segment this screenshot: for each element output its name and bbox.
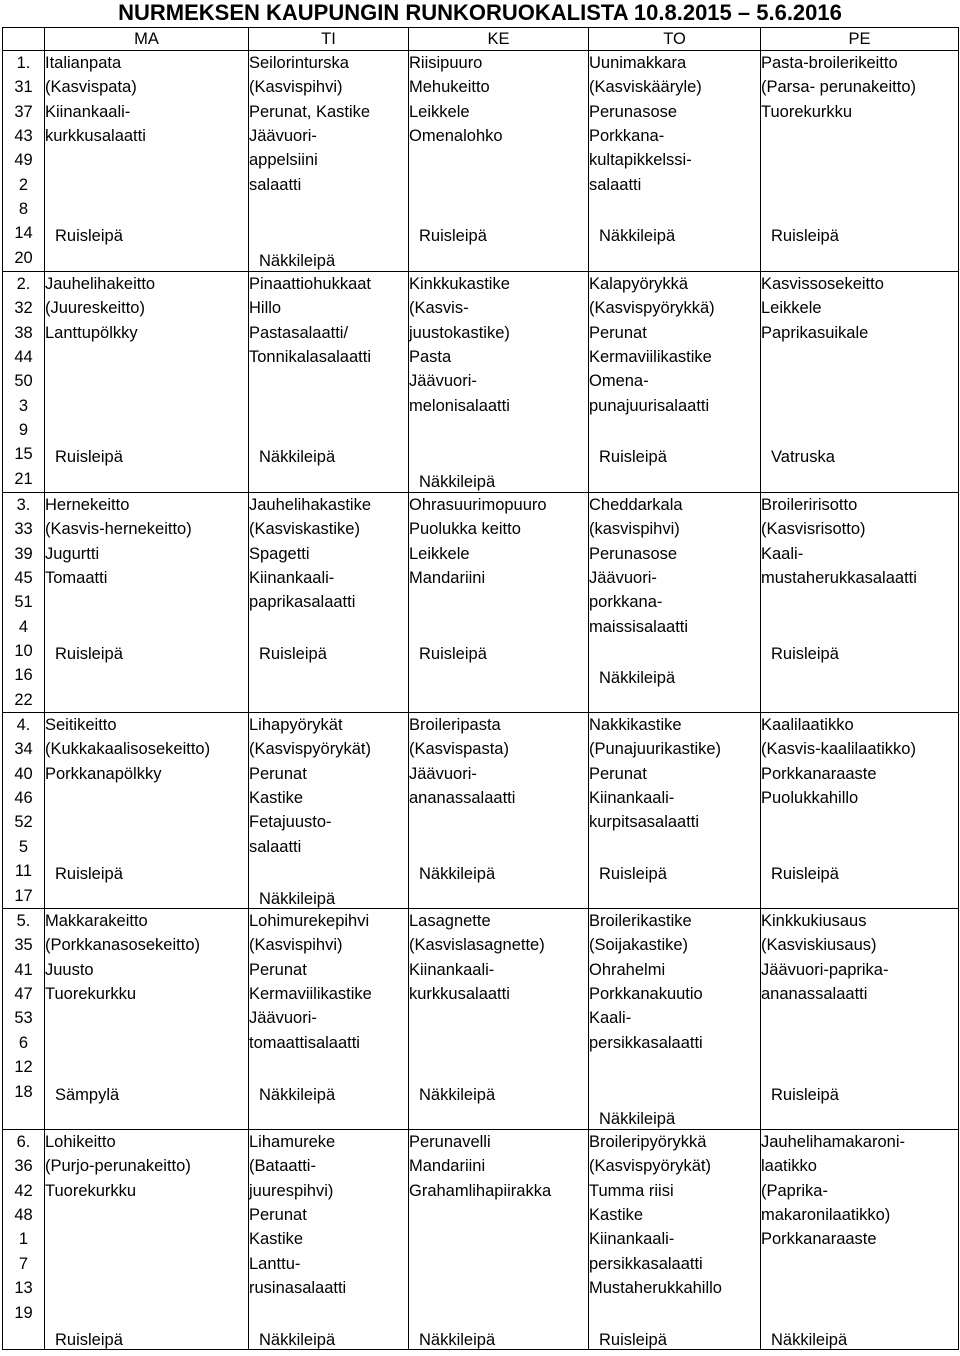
meal-item: Porkkana- (589, 127, 665, 146)
meal-item: Leikkele (409, 102, 470, 121)
week-number: 34 (14, 740, 33, 759)
week-number: 51 (14, 593, 33, 612)
meal-item: (Parsa- perunakeitto) (761, 78, 916, 97)
meal-item: (Kasviskastike) (249, 520, 360, 539)
meal-item: Seitikeitto (45, 716, 117, 735)
week-number: 1 (18, 1230, 29, 1249)
day-header-pe: PE (761, 28, 959, 51)
bread-item: Näkkileipä (771, 1330, 848, 1349)
week-row (3, 713, 959, 909)
meal-item: (Kasvispyörykät) (589, 1157, 711, 1176)
bread-item: Näkkileipä (599, 227, 676, 246)
meal-item: Puolukka keitto (409, 520, 521, 539)
meal-item: juustokastike) (409, 323, 510, 342)
meal-item: (Kasvis-hernekeitto) (45, 520, 192, 539)
meal-cell-pe (761, 713, 959, 909)
meal-item: Porkkanakuutio (589, 985, 703, 1004)
meal-item: Mandariini (409, 569, 486, 588)
meal-item: (Kasvis- (409, 299, 469, 318)
meal-item: Perunat (249, 764, 307, 783)
meal-cell-pe (761, 493, 959, 713)
week-number: 6. (16, 1133, 31, 1152)
meal-item: Pasta (409, 348, 452, 367)
week-number: 36 (14, 1157, 33, 1176)
week-row (3, 909, 959, 1130)
meal-item: punajuurisalaatti (589, 396, 710, 415)
meal-item: Jäävuori- (589, 569, 657, 588)
meal-item: Kiinankaali- (45, 102, 131, 121)
meal-item: Kermaviilikastike (249, 985, 372, 1004)
meal-item: Jäävuori-paprika- (761, 960, 889, 979)
meal-cell-ke (409, 909, 589, 1130)
meal-item: porkkana- (589, 593, 663, 612)
week-number: 43 (14, 127, 33, 146)
meal-cell-ti (249, 909, 409, 1130)
bread-item: Ruisleipä (55, 1330, 123, 1349)
meal-item: Mandariini (409, 1157, 486, 1176)
meal-item: (Kasviskiusaus) (761, 936, 877, 955)
meal-item: Omenalohko (409, 127, 503, 146)
meal-item: Spagetti (249, 544, 310, 563)
bread-item: Näkkileipä (259, 448, 336, 467)
meal-item: Broileririsotto (761, 496, 858, 514)
meal-item: (Kukkakaalisosekeitto) (45, 740, 211, 759)
meal-item: (Purjo-perunakeitto) (45, 1157, 191, 1176)
meal-item: Perunavelli (409, 1133, 491, 1152)
bread-item: Näkkileipä (419, 1085, 496, 1104)
meal-item: Broileripyörykkä (589, 1133, 707, 1152)
week-number: 14 (14, 224, 33, 243)
week-number: 9 (18, 421, 29, 440)
meal-item: (Kasvispasta) (409, 740, 509, 759)
bread-item: Näkkileipä (259, 1085, 336, 1104)
week-number: 48 (14, 1206, 33, 1225)
meal-cell-to (589, 713, 761, 909)
week-number: 40 (14, 764, 33, 783)
meal-item: ananassalaatti (761, 985, 868, 1004)
meal-item: Lanttu- (249, 1254, 301, 1273)
week-number-cell (3, 909, 45, 1130)
bread-item: Ruisleipä (419, 227, 487, 246)
meal-item: laatikko (761, 1157, 817, 1176)
week-number: 16 (14, 666, 33, 685)
week-number: 39 (14, 544, 33, 563)
week-number: 17 (14, 886, 33, 905)
week-number: 19 (14, 1303, 33, 1322)
meal-item: Puolukkahillo (761, 789, 859, 808)
meal-item: Kiinankaali- (249, 569, 335, 588)
meal-item: Pasta-broilerikeitto (761, 54, 898, 72)
day-header-ti: TI (249, 28, 409, 51)
week-number: 35 (14, 936, 33, 955)
meal-item: Kiinankaali- (589, 1230, 675, 1249)
meal-cell-to (589, 272, 761, 493)
meal-item: Italianpata (45, 54, 122, 72)
meal-item: persikkasalaatti (589, 1254, 703, 1273)
week-number: 12 (14, 1058, 33, 1077)
meal-item: Kinkkukastike (409, 275, 510, 293)
week-number-cell (3, 1130, 45, 1350)
meal-item: Jäävuori- (249, 1009, 317, 1028)
meal-item: (Kasvispyörykät) (249, 740, 371, 759)
meal-item: ananassalaatti (409, 789, 516, 808)
week-column-header (3, 28, 45, 51)
meal-item: salaatti (249, 837, 302, 856)
meal-cell-ma (45, 1130, 249, 1350)
week-number: 3. (16, 496, 31, 514)
meal-item: Jauhelihakastike (249, 496, 371, 514)
meal-item: (Kasvispihvi) (249, 78, 343, 97)
meal-item: Kiinankaali- (589, 789, 675, 808)
meal-item: Perunat (589, 323, 647, 342)
meal-item: Lihapyörykät (249, 716, 343, 735)
week-number: 20 (14, 248, 33, 267)
meal-item: Hernekeitto (45, 496, 130, 514)
meal-item: Kastike (589, 1206, 644, 1225)
week-number: 47 (14, 985, 33, 1004)
meal-cell-ma (45, 909, 249, 1130)
meal-item: makaronilaatikko) (761, 1206, 891, 1225)
bread-item: Näkkileipä (599, 1109, 676, 1128)
week-number: 49 (14, 151, 33, 170)
bread-item: Ruisleipä (771, 227, 839, 246)
meal-cell-ti (249, 713, 409, 909)
meal-item: Perunat, Kastike (249, 102, 371, 121)
meal-cell-ke (409, 272, 589, 493)
week-number-cell (3, 51, 45, 272)
meal-item: Mehukeitto (409, 78, 490, 97)
week-number: 18 (14, 1082, 33, 1101)
bread-item: Näkkileipä (259, 889, 336, 908)
bread-item: Ruisleipä (599, 865, 667, 884)
meal-item: Jugurtti (45, 544, 100, 563)
meal-item: tomaattisalaatti (249, 1033, 360, 1052)
week-number: 7 (18, 1254, 29, 1273)
day-header-ke: KE (409, 28, 589, 51)
meal-item: Paprikasuikale (761, 323, 869, 342)
week-row (3, 51, 959, 272)
meal-cell-ma (45, 51, 249, 272)
page-title: NURMEKSEN KAUPUNGIN RUNKORUOKALISTA 10.8.2015 – 5.6.2016 (118, 0, 842, 25)
meal-item: Jauhelihamakaroni- (761, 1133, 905, 1152)
meal-item: Kastike (249, 789, 304, 808)
week-number: 31 (14, 78, 33, 97)
meal-cell-pe (761, 909, 959, 1130)
meal-item: Nakkikastike (589, 716, 682, 735)
meal-item: Jauhelihakeitto (45, 275, 156, 293)
bread-item: Ruisleipä (771, 865, 839, 884)
meal-cell-pe (761, 1130, 959, 1350)
meal-item: Tomaatti (45, 569, 108, 588)
meal-item: paprikasalaatti (249, 593, 356, 612)
week-number: 53 (14, 1009, 33, 1028)
meal-cell-ke (409, 1130, 589, 1350)
week-number: 5. (16, 912, 31, 931)
meal-item: (Kasvispyörykkä) (589, 299, 715, 318)
meal-item: Perunasose (589, 544, 678, 563)
meal-item: melonisalaatti (409, 396, 510, 415)
meal-item: Porkkanapölkky (45, 764, 162, 783)
meal-item: Lihamureke (249, 1133, 336, 1152)
meal-item: (Paprika- (761, 1181, 828, 1200)
meal-item: Tonnikalasalaatti (249, 348, 371, 367)
bread-item: Ruisleipä (771, 645, 839, 664)
meal-item: kurpitsasalaatti (589, 813, 700, 832)
meal-item: Broileripasta (409, 716, 501, 735)
meal-item: Kasvissosekeitto (761, 275, 884, 293)
meal-item: (Kasvislasagnette) (409, 936, 545, 955)
bread-item: Ruisleipä (599, 448, 667, 467)
meal-item: rusinasalaatti (249, 1279, 347, 1298)
week-number: 22 (14, 690, 33, 709)
meal-item: Perunat (249, 960, 307, 979)
week-number: 8 (18, 200, 29, 219)
meal-item: Perunat (249, 1206, 307, 1225)
bread-item: Näkkileipä (259, 251, 336, 270)
meal-item: Juusto (45, 960, 94, 979)
week-number: 2 (18, 175, 29, 194)
meal-item: (Juureskeitto) (45, 299, 145, 318)
meal-item: Lohimurekepihvi (249, 912, 370, 931)
meal-item: Pastasalaatti/ (249, 323, 349, 342)
meal-item: Pinaattiohukkaat (249, 275, 372, 293)
bread-item: Ruisleipä (771, 1085, 839, 1104)
meal-item: Cheddarkala (589, 496, 683, 514)
meal-item: Jäävuori- (249, 127, 317, 146)
meal-item: Leikkele (761, 299, 822, 318)
meal-item: Jäävuori- (409, 372, 477, 391)
meal-item: kultapikkelssi- (589, 151, 692, 170)
meal-item: (Kasvispihvi) (249, 936, 343, 955)
meal-item: Kaali- (761, 544, 804, 563)
meal-cell-ke (409, 51, 589, 272)
week-number: 5 (18, 837, 29, 856)
meal-cell-to (589, 493, 761, 713)
meal-item: Lasagnette (409, 912, 491, 931)
meal-item: Riisipuuro (409, 54, 483, 72)
bread-item: Ruisleipä (55, 645, 123, 664)
week-row (3, 1130, 959, 1350)
meal-item: Kaali- (589, 1009, 632, 1028)
meal-item: Mustaherukkahillo (589, 1279, 722, 1298)
meal-cell-to (589, 51, 761, 272)
week-number-cell (3, 713, 45, 909)
bread-item: Näkkileipä (419, 472, 496, 491)
week-number: 33 (14, 520, 33, 539)
meal-cell-pe (761, 272, 959, 493)
bread-item: Ruisleipä (599, 1330, 667, 1349)
meal-item: Tuorekurkku (45, 1181, 137, 1200)
meal-item: Lohikeitto (45, 1133, 116, 1152)
meal-item: Perunat (589, 764, 647, 783)
meal-cell-ke (409, 713, 589, 909)
meal-item: Porkkanaraaste (761, 1230, 877, 1249)
meal-item: Kaalilaatikko (761, 716, 854, 735)
bread-item: Ruisleipä (55, 227, 123, 246)
meal-item: Tuorekurkku (761, 102, 853, 121)
meal-item: Tumma riisi (589, 1181, 674, 1200)
day-header-ma: MA (45, 28, 249, 51)
bread-item: Sämpylä (55, 1085, 120, 1104)
week-number: 1. (16, 54, 31, 72)
bread-item: Ruisleipä (55, 865, 123, 884)
meal-item: (Kasviskääryle) (589, 78, 702, 97)
meal-cell-ke (409, 493, 589, 713)
bread-item: Ruisleipä (259, 645, 327, 664)
bread-item: Näkkileipä (599, 669, 676, 688)
day-header-row (3, 28, 959, 51)
meal-item: Kastike (249, 1230, 304, 1249)
meal-item: persikkasalaatti (589, 1033, 703, 1052)
meal-item: Kinkkukiusaus (761, 912, 867, 931)
meal-cell-ma (45, 272, 249, 493)
meal-item: kurkkusalaatti (409, 985, 510, 1004)
meal-item: (Punajuurikastike) (589, 740, 722, 759)
week-number: 42 (14, 1181, 33, 1200)
meal-item: (Soijakastike) (589, 936, 689, 955)
meal-cell-ti (249, 493, 409, 713)
week-number: 15 (14, 445, 33, 464)
day-header-to: TO (589, 28, 761, 51)
week-row (3, 493, 959, 713)
week-number: 32 (14, 299, 33, 318)
bread-item: Näkkileipä (419, 865, 496, 884)
meal-cell-ti (249, 272, 409, 493)
week-number: 2. (16, 275, 31, 293)
week-number-cell (3, 272, 45, 493)
meal-item: (Kasvispata) (45, 78, 137, 97)
meal-item: (Bataatti- (249, 1157, 316, 1176)
meal-item: kurkkusalaatti (45, 127, 146, 146)
meal-cell-pe (761, 51, 959, 272)
meal-item: Seilorinturska (249, 54, 349, 72)
meal-item: Uunimakkara (589, 54, 687, 72)
week-number-cell (3, 493, 45, 713)
meal-item: Makkarakeitto (45, 912, 148, 931)
meal-item: juurespihvi) (249, 1181, 334, 1200)
menu-table (2, 27, 959, 1350)
meal-cell-ma (45, 493, 249, 713)
meal-item: Kiinankaali- (409, 960, 495, 979)
week-number: 3 (18, 396, 29, 415)
meal-item: Fetajuusto- (249, 813, 332, 832)
week-number: 41 (14, 960, 33, 979)
meal-item: Ohrasuurimopuuro (409, 496, 547, 514)
week-number: 13 (14, 1279, 33, 1298)
week-number: 4 (18, 617, 29, 636)
bread-item: Näkkileipä (259, 1330, 336, 1349)
week-number: 4. (16, 716, 31, 735)
meal-item: Tuorekurkku (45, 985, 137, 1004)
meal-item: Jäävuori- (409, 764, 477, 783)
meal-item: (Kasvis-kaalilaatikko) (761, 740, 916, 759)
week-number: 46 (14, 789, 33, 808)
meal-item: Kalapyörykkä (589, 275, 689, 293)
meal-cell-ti (249, 1130, 409, 1350)
meal-cell-to (589, 1130, 761, 1350)
meal-item: salaatti (249, 175, 302, 194)
meal-item: appelsiini (249, 151, 318, 170)
bread-item: Ruisleipä (419, 645, 487, 664)
week-number: 45 (14, 569, 33, 588)
meal-item: Porkkanaraaste (761, 764, 877, 783)
bread-item: Vatruska (771, 448, 835, 467)
meal-item: Ohrahelmi (589, 960, 666, 979)
meal-item: (kasvispihvi) (589, 520, 680, 539)
meal-item: Perunasose (589, 102, 678, 121)
meal-item: Broilerikastike (589, 912, 692, 931)
week-number: 21 (14, 469, 33, 488)
bread-item: Ruisleipä (55, 448, 123, 467)
week-number: 37 (14, 102, 33, 121)
meal-item: Kermaviilikastike (589, 348, 712, 367)
week-number: 52 (14, 813, 33, 832)
meal-cell-to (589, 909, 761, 1130)
meal-item: Omena- (589, 372, 649, 391)
week-number: 10 (14, 642, 33, 661)
meal-item: maissisalaatti (589, 617, 689, 636)
meal-item: Grahamlihapiirakka (409, 1181, 552, 1200)
meal-cell-ma (45, 713, 249, 909)
meal-item: Lanttupölkky (45, 323, 138, 342)
meal-item: salaatti (589, 175, 642, 194)
meal-item: (Kasvisrisotto) (761, 520, 866, 539)
week-number: 50 (14, 372, 33, 391)
week-number: 44 (14, 348, 33, 367)
meal-item: Hillo (249, 299, 282, 318)
meal-cell-ti (249, 51, 409, 272)
meal-item: Leikkele (409, 544, 470, 563)
week-number: 38 (14, 323, 33, 342)
week-row (3, 272, 959, 493)
bread-item: Näkkileipä (419, 1330, 496, 1349)
meal-item: mustaherukkasalaatti (761, 569, 917, 588)
week-number: 11 (14, 862, 33, 881)
week-number: 6 (18, 1033, 29, 1052)
meal-item: (Porkkanasosekeitto) (45, 936, 200, 955)
